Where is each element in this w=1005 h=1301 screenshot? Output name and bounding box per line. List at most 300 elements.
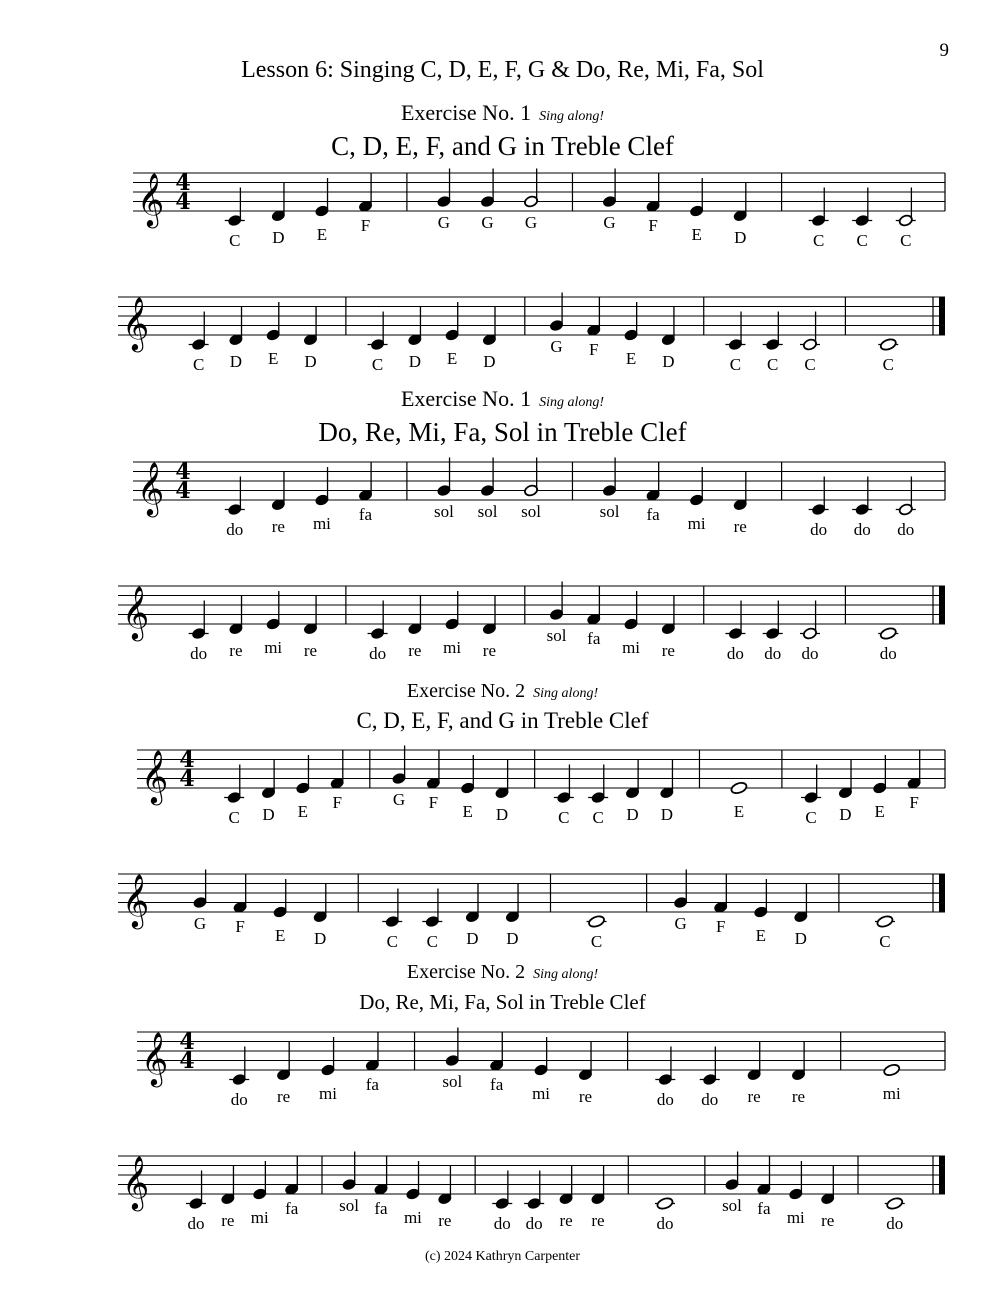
note-c	[524, 1171, 544, 1210]
note-label: do	[886, 1214, 904, 1233]
note-label: G	[524, 213, 538, 232]
note-d	[313, 884, 328, 923]
note-label: C	[192, 355, 205, 374]
note-e	[624, 591, 639, 630]
note-c	[368, 601, 388, 640]
note-label: do	[525, 1214, 543, 1233]
time-signature-top: 4	[179, 1029, 195, 1055]
note-e	[460, 755, 475, 794]
note-label: E	[297, 802, 309, 821]
note-c	[655, 1197, 675, 1211]
note-f	[365, 1032, 380, 1071]
note-label: C	[879, 932, 891, 951]
exercise-title: C, D, E, F, and G in Treble Clef	[331, 131, 674, 161]
note-f	[233, 874, 248, 913]
note-label: G	[392, 790, 406, 809]
note-label: D	[660, 805, 673, 824]
note-c	[368, 312, 388, 351]
note-c	[896, 477, 916, 516]
note-c	[189, 601, 209, 640]
note-label: D	[466, 929, 479, 948]
note-c	[700, 1047, 720, 1086]
note-c	[422, 889, 442, 928]
note-e	[730, 781, 748, 795]
notehead	[886, 1197, 904, 1211]
note-d	[747, 1042, 762, 1081]
note-e	[445, 302, 460, 341]
note-g	[436, 458, 451, 497]
final-barline-thick	[939, 586, 945, 624]
note-label: mi	[786, 1208, 805, 1227]
note-label: D	[262, 805, 275, 824]
note-label: sol	[722, 1196, 742, 1215]
note-label: D	[626, 805, 639, 824]
note-c	[896, 188, 916, 227]
note-label: fa	[374, 1199, 388, 1218]
treble-clef-icon: 𝄞	[122, 296, 150, 350]
note-c	[725, 312, 745, 351]
note-g	[193, 870, 208, 909]
note-label: re	[578, 1087, 593, 1106]
note-label: fa	[490, 1075, 504, 1094]
note-label: mi	[318, 1084, 337, 1103]
note-c	[655, 1047, 675, 1086]
final-barline-thick	[939, 1156, 945, 1194]
note-label: D	[483, 352, 496, 371]
exercise-title: Do, Re, Mi, Fa, Sol in Treble Clef	[318, 417, 687, 447]
exercise-title: Do, Re, Mi, Fa, Sol in Treble Clef	[359, 990, 646, 1014]
note-g	[392, 746, 407, 785]
note-label: G	[603, 213, 616, 232]
note-label: F	[909, 793, 919, 812]
note-d	[559, 1166, 574, 1205]
note-d	[578, 1042, 593, 1081]
notehead	[656, 1197, 674, 1211]
note-f	[646, 462, 661, 501]
note-label: mi	[264, 638, 283, 657]
note-d	[407, 307, 422, 346]
note-label: re	[661, 641, 675, 660]
note-e	[445, 591, 460, 630]
note-label: fa	[365, 1075, 379, 1094]
note-label: re	[408, 641, 422, 660]
note-label: F	[589, 340, 599, 359]
note-label: mi	[622, 638, 641, 657]
note-d	[820, 1166, 835, 1205]
note-e	[689, 467, 704, 506]
note-d	[407, 596, 422, 635]
note-e	[314, 178, 329, 217]
note-label: E	[625, 349, 637, 368]
time-signature-top: 4	[175, 459, 191, 485]
note-g	[549, 582, 564, 621]
note-label: C	[426, 932, 439, 951]
note-label: D	[304, 352, 317, 371]
note-label: E	[267, 349, 279, 368]
note-label: fa	[646, 505, 660, 524]
note-g	[524, 458, 539, 497]
note-label: fa	[757, 1199, 771, 1218]
note-g	[480, 458, 495, 497]
note-d	[303, 307, 318, 346]
note-e	[266, 591, 281, 630]
note-label: C	[856, 231, 868, 250]
note-e	[266, 302, 281, 341]
note-label: do	[764, 644, 782, 663]
note-label: E	[274, 926, 286, 945]
treble-clef-icon: 𝄞	[137, 172, 165, 226]
notehead	[879, 338, 897, 352]
note-label: mi	[312, 514, 331, 533]
note-d	[661, 307, 676, 346]
note-d	[271, 472, 286, 511]
note-label: re	[276, 1087, 291, 1106]
note-c	[852, 477, 872, 516]
note-label: E	[316, 225, 328, 244]
note-label: sol	[521, 502, 541, 521]
note-label: mi	[403, 1208, 422, 1227]
note-label: D	[229, 352, 243, 371]
note-g	[342, 1152, 357, 1191]
note-label: re	[747, 1087, 761, 1106]
note-label: mi	[443, 638, 462, 657]
note-label: sol	[599, 502, 620, 521]
note-label: D	[662, 352, 675, 371]
note-c	[189, 312, 209, 351]
note-label: F	[235, 917, 245, 936]
lesson-title: Lesson 6: Singing C, D, E, F, G & Do, Re, Mi, Fa, Sol	[241, 57, 764, 83]
note-label: C	[804, 355, 816, 374]
note-label: re	[221, 1211, 235, 1230]
note-label: F	[428, 793, 439, 812]
note-e	[534, 1037, 549, 1076]
note-g	[673, 870, 688, 909]
note-label: G	[193, 914, 207, 933]
notehead	[879, 627, 897, 641]
time-signature-bottom: 4	[179, 1048, 195, 1074]
note-e	[320, 1037, 335, 1076]
note-f	[586, 297, 601, 336]
time-signature-top: 4	[175, 170, 191, 196]
note-label: sol	[434, 502, 454, 521]
note-d	[261, 760, 276, 799]
note-label: do	[369, 644, 387, 663]
note-g	[445, 1028, 460, 1067]
time-signature-bottom: 4	[179, 766, 195, 792]
note-f	[358, 462, 373, 501]
note-e	[314, 467, 329, 506]
note-label: C	[558, 808, 570, 827]
note-label: F	[360, 216, 371, 235]
sing-along-label: Sing along!	[539, 109, 605, 124]
note-label: re	[229, 641, 243, 660]
note-label: D	[506, 929, 519, 948]
note-c	[225, 477, 245, 516]
note-label: G	[437, 213, 451, 232]
note-d	[661, 596, 676, 635]
note-d	[437, 1166, 452, 1205]
copyright: (c) 2024 Kathryn Carpenter	[424, 1249, 581, 1264]
note-label: D	[272, 228, 285, 247]
note-label: re	[271, 517, 285, 536]
exercise-heading-label: Exercise No. 2	[406, 680, 526, 702]
note-label: G	[481, 213, 494, 232]
note-c	[800, 601, 820, 640]
note-c	[875, 915, 895, 929]
note-f	[713, 874, 728, 913]
note-g	[549, 293, 564, 332]
note-label: C	[229, 231, 241, 250]
note-label: F	[715, 917, 726, 936]
note-e	[883, 1063, 901, 1077]
staff-lines	[137, 750, 945, 788]
note-d	[465, 884, 480, 923]
note-e	[788, 1161, 803, 1200]
note-label: C	[729, 355, 742, 374]
note-label: C	[386, 932, 398, 951]
note-label: mi	[687, 514, 706, 533]
note-c	[763, 312, 783, 351]
note-d	[733, 472, 748, 511]
note-label: E	[733, 802, 745, 821]
note-label: re	[733, 517, 747, 536]
note-f	[374, 1156, 389, 1195]
note-label: do	[190, 644, 208, 663]
note-label: do	[226, 520, 244, 539]
final-barline-thick	[939, 297, 945, 335]
note-e	[624, 302, 639, 341]
note-d	[625, 760, 640, 799]
note-label: G	[674, 914, 687, 933]
note-label: D	[408, 352, 421, 371]
note-f	[646, 173, 661, 212]
note-label: G	[550, 337, 563, 356]
time-signature-top: 4	[179, 747, 195, 773]
treble-clef-icon: 𝄞	[122, 585, 150, 639]
note-label: re	[303, 641, 318, 660]
note-e	[295, 755, 310, 794]
note-c	[492, 1171, 512, 1210]
note-label: re	[591, 1211, 605, 1230]
sing-along-label: Sing along!	[539, 395, 605, 410]
note-label: mi	[250, 1208, 269, 1227]
note-d	[838, 760, 853, 799]
staff-system-5	[0, 730, 1005, 860]
note-label: F	[648, 216, 658, 235]
note-d	[793, 884, 808, 923]
note-label: C	[590, 932, 603, 951]
note-c	[763, 601, 783, 640]
note-label: mi	[882, 1084, 901, 1103]
note-label: C	[882, 355, 894, 374]
exercise-1-letters-heading	[0, 100, 1005, 126]
notehead	[876, 915, 894, 929]
note-label: C	[371, 355, 384, 374]
sing-along-label: Sing along!	[533, 686, 599, 701]
note-label: C	[812, 231, 825, 250]
note-label: D	[734, 228, 747, 247]
note-e	[872, 755, 887, 794]
note-c	[878, 338, 898, 352]
note-label: do	[656, 1090, 674, 1109]
treble-clef-icon: 𝄞	[122, 873, 150, 927]
page-number: 9	[939, 40, 949, 61]
staff-lines	[133, 462, 945, 500]
staff-system-1	[0, 153, 1005, 283]
staff-system-7	[0, 1012, 1005, 1142]
note-f	[358, 173, 373, 212]
note-label: do	[853, 520, 871, 539]
note-c	[800, 312, 820, 351]
note-label: C	[228, 808, 240, 827]
note-label: C	[900, 231, 912, 250]
staff-system-6	[0, 854, 1005, 984]
note-label: sol	[442, 1072, 463, 1091]
note-f	[284, 1156, 299, 1195]
note-label: do	[187, 1214, 205, 1233]
note-label: re	[438, 1211, 452, 1230]
note-label: do	[810, 520, 828, 539]
note-e	[405, 1161, 420, 1200]
staff-lines	[137, 1032, 945, 1070]
note-f	[330, 750, 345, 789]
note-c	[587, 915, 607, 929]
note-label: C	[805, 808, 817, 827]
final-barline-thick	[939, 874, 945, 912]
note-c	[186, 1171, 206, 1210]
note-label: re	[821, 1211, 835, 1230]
notehead	[730, 781, 748, 795]
note-e	[753, 879, 768, 918]
staff-lines	[133, 173, 945, 211]
note-c	[225, 188, 245, 227]
time-signature-bottom: 4	[175, 478, 191, 504]
staff-system-8	[0, 1136, 1005, 1266]
note-label: F	[332, 793, 342, 812]
note-f	[426, 750, 441, 789]
note-f	[489, 1032, 504, 1071]
staff-lines	[118, 1156, 945, 1194]
note-label: E	[691, 225, 702, 244]
note-label: C	[767, 355, 779, 374]
note-c	[382, 889, 402, 928]
note-label: sol	[477, 502, 498, 521]
note-f	[907, 750, 922, 789]
note-label: E	[874, 802, 885, 821]
note-label: fa	[587, 629, 601, 648]
note-e	[273, 879, 288, 918]
treble-clef-icon: 𝄞	[141, 749, 169, 803]
note-d	[505, 884, 520, 923]
note-c	[224, 765, 244, 804]
note-c	[809, 188, 829, 227]
notehead	[588, 915, 606, 929]
sing-along-label: Sing along!	[533, 967, 599, 982]
note-d	[733, 183, 748, 222]
note-d	[482, 307, 497, 346]
note-label: fa	[358, 505, 373, 524]
note-f	[586, 586, 601, 625]
note-d	[303, 596, 318, 635]
note-g	[724, 1152, 739, 1191]
treble-clef-icon: 𝄞	[141, 1031, 169, 1085]
note-label: do	[879, 644, 897, 663]
note-label: sol	[339, 1196, 360, 1215]
exercise-heading-label: Exercise No. 1	[400, 386, 532, 411]
note-label: D	[495, 805, 509, 824]
note-label: do	[897, 520, 915, 539]
note-g	[480, 169, 495, 208]
note-c	[229, 1047, 249, 1086]
note-d	[228, 596, 243, 635]
note-label: do	[230, 1090, 248, 1109]
note-c	[878, 627, 898, 641]
note-label: D	[314, 929, 327, 948]
treble-clef-icon: 𝄞	[137, 461, 165, 515]
note-d	[220, 1166, 235, 1205]
note-c	[554, 765, 574, 804]
exercise-title: C, D, E, F, and G in Treble Clef	[356, 708, 649, 733]
note-d	[590, 1166, 605, 1205]
notehead	[883, 1063, 901, 1077]
note-label: D	[839, 805, 852, 824]
note-g	[436, 169, 451, 208]
staff-system-2	[0, 277, 1005, 407]
note-c	[588, 765, 608, 804]
note-label: re	[791, 1087, 806, 1106]
note-e	[689, 178, 704, 217]
note-label: do	[493, 1214, 511, 1233]
note-g	[602, 458, 617, 497]
staff-system-4	[0, 566, 1005, 696]
note-label: do	[701, 1090, 719, 1109]
note-d	[276, 1042, 291, 1081]
note-c	[885, 1197, 905, 1211]
note-label: do	[656, 1214, 674, 1233]
note-label: E	[446, 349, 458, 368]
note-f	[756, 1156, 771, 1195]
note-d	[228, 307, 243, 346]
note-label: D	[794, 929, 807, 948]
note-label: mi	[532, 1084, 551, 1103]
note-label: re	[482, 641, 497, 660]
note-label: sol	[546, 626, 567, 645]
note-d	[791, 1042, 806, 1081]
note-e	[252, 1161, 267, 1200]
note-d	[482, 596, 497, 635]
staff-system-3	[0, 442, 1005, 572]
note-label: re	[559, 1211, 573, 1230]
note-d	[659, 760, 674, 799]
note-label: C	[592, 808, 604, 827]
note-label: do	[801, 644, 819, 663]
note-label: E	[755, 926, 766, 945]
note-g	[524, 169, 539, 208]
note-c	[809, 477, 829, 516]
note-label: do	[726, 644, 744, 663]
note-label: E	[462, 802, 473, 821]
note-c	[852, 188, 872, 227]
exercise-heading-label: Exercise No. 2	[406, 961, 526, 983]
note-d	[495, 760, 510, 799]
treble-clef-icon: 𝄞	[122, 1155, 150, 1209]
note-label: fa	[285, 1199, 299, 1218]
note-g	[602, 169, 617, 208]
exercise-heading-label: Exercise No. 1	[400, 100, 532, 125]
note-d	[271, 183, 286, 222]
note-c	[725, 601, 745, 640]
time-signature-bottom: 4	[175, 189, 191, 215]
